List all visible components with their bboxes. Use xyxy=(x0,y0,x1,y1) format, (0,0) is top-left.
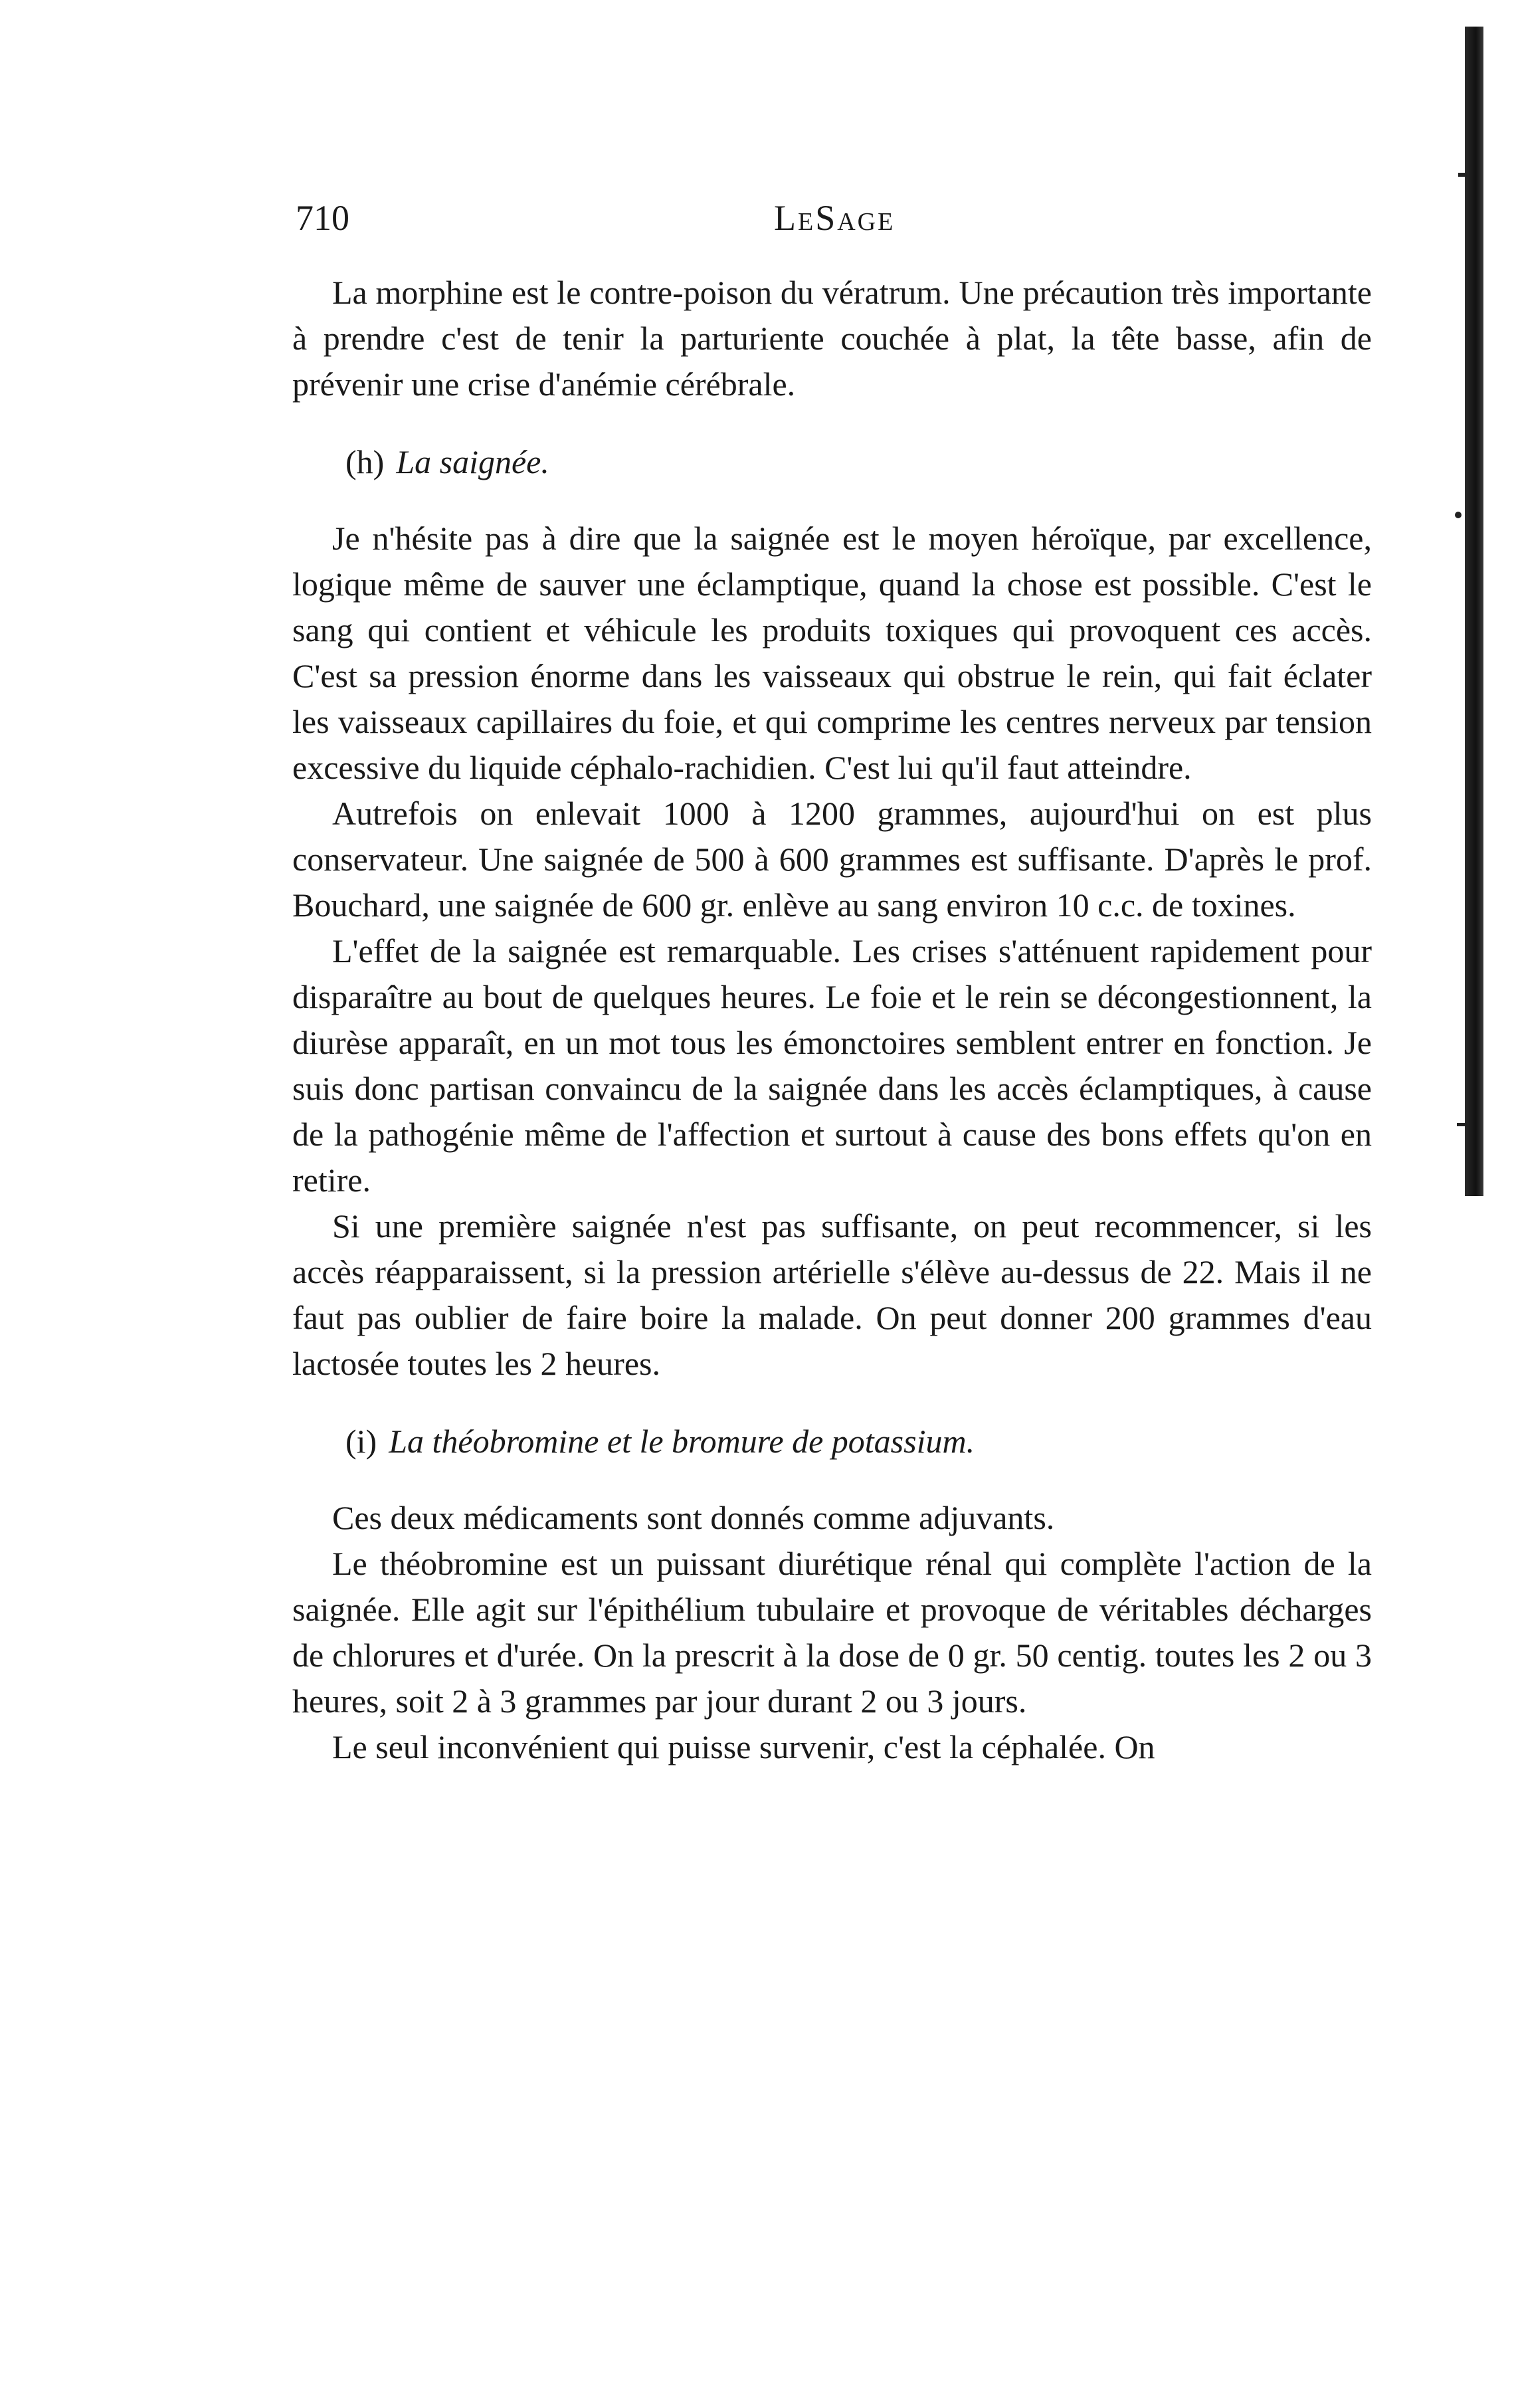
paragraph: Je n'hésite pas à dire que la saignée est le moyen héroïque, par excellence, logique même de sauver une éclamptique, quand la chose est possible. C'est le sang qui contient et véhicule les produits toxiques qui provoquent ces accès. C'est sa pression énorme dans les vaisseaux qui obstrue le rein, qui fait éclater les vaisseaux capillaires du foie, et qui comprime les centres nerveux par tension excessive du liquide céphalo-rachidien. C'est lui qu'il faut atteindre. xyxy=(292,520,1372,786)
binding-edge-shadow xyxy=(1465,27,1483,1196)
paragraph: Si une première saignée n'est pas suffisante, on peut recommencer, si les accès réapparaissent, si la pression artérielle s'élève au-dessus de 22. Mais il ne faut pas oublier de faire boire la malade. On peut donner 200 grammes d'eau lactosée toutes les 2 heures. xyxy=(292,1207,1372,1382)
page-header xyxy=(296,191,1372,245)
section-label: (i) xyxy=(345,1423,377,1460)
paragraph: L'effet de la saignée est remarquable. Les crises s'atténuent rapidement pour disparaître au bout de quelques heures. Le foie et le rein se décongestionnent, la diurèse apparaît, en un mot tous les émonctoires semblent entrer en fonction. Je suis donc partisan convaincu de la saignée dans les accès éclamptiques, à cause de la pathogénie même de l'affection et surtout à cause des bons effets qu'on en retire. xyxy=(292,932,1372,1199)
section-label: (h) xyxy=(345,443,385,480)
paragraph: Autrefois on enlevait 1000 à 1200 grammes, aujourd'hui on est plus conservateur. Une saignée de 500 à 600 grammes est suffisante. D'après le prof. Bouchard, une saignée de 600 gr. enlève au sang environ 10 c.c. de toxines. xyxy=(292,795,1372,924)
body-text xyxy=(292,270,1372,1770)
paragraph: Le seul inconvénient qui puisse survenir, c'est la céphalée. On xyxy=(332,1728,1155,1765)
paragraph: Ces deux médicaments sont donnés comme adjuvants. xyxy=(332,1499,1055,1536)
running-head: LeSage xyxy=(774,198,896,238)
paragraph: Le théobromine est un puissant diurétique rénal qui complète l'action de la saignée. Elle agit sur l'épithélium tubulaire et provoque de véritables décharges de chlorures et d'urée. On la prescrit à la dose de 0 gr. 50 centig. toutes les 2 ou 3 heures, soit 2 à 3 grammes par jour durant 2 ou 3 jours. xyxy=(292,1545,1372,1720)
page-number: 710 xyxy=(296,198,349,238)
section-title: La théobromine et le bromure de potassium. xyxy=(389,1423,975,1460)
paragraph: La morphine est le contre-poison du vératrum. Une précaution très importante à prendre c'est de tenir la parturiente couchée à plat, la tête basse, afin de prévenir une crise d'anémie cérébrale. xyxy=(292,274,1372,403)
section-heading-i xyxy=(292,1419,1372,1464)
section-heading-h xyxy=(292,439,1372,485)
scan-speck xyxy=(1457,1123,1467,1126)
section-title: La saignée. xyxy=(396,443,549,480)
scan-speck xyxy=(1458,173,1467,177)
scan-speck xyxy=(1455,512,1462,518)
